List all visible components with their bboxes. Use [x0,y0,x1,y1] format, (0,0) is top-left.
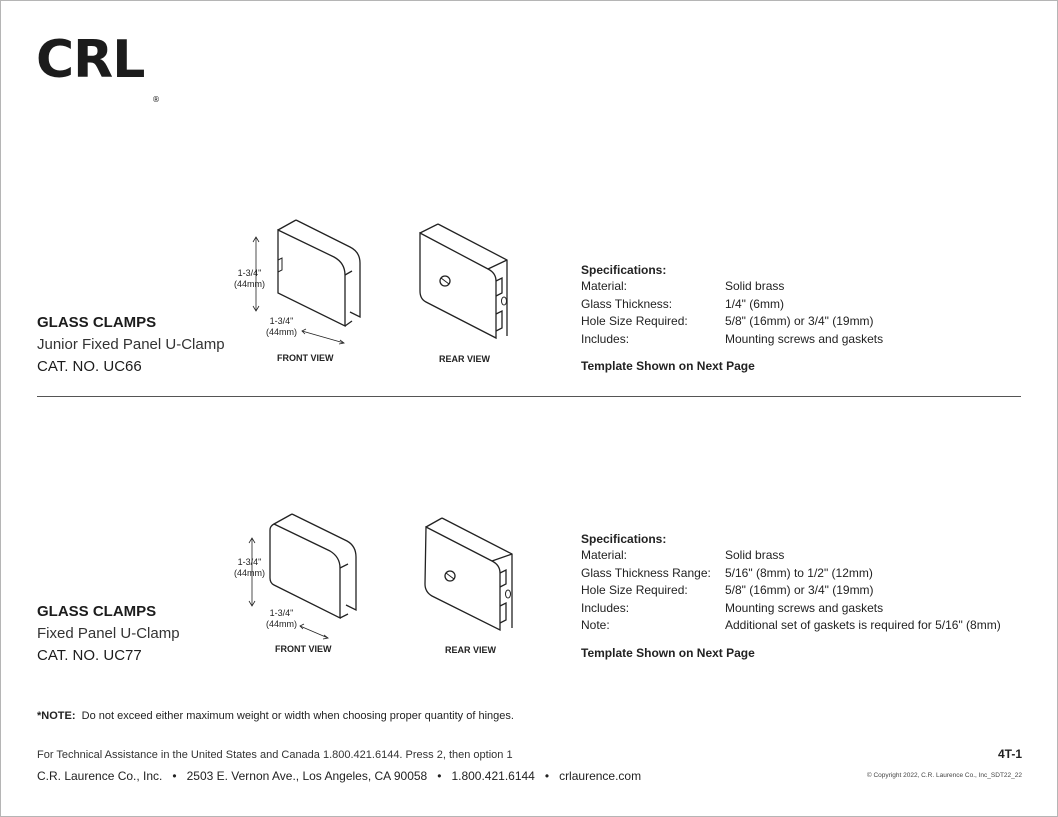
height-dimension-label: 1-3/4" (44mm) [234,268,265,289]
section-divider [37,396,1021,397]
template-note: Template Shown on Next Page [581,645,755,660]
registered-mark: ® [152,95,160,104]
width-dimension-label: 1-3/4" (44mm) [266,316,297,337]
catalog-number: CAT. NO. UC66 [37,358,142,375]
company-name: C.R. Laurence Co., Inc. [37,769,163,783]
rear-view-drawing [420,512,525,637]
note-label: *NOTE: [37,710,76,722]
spec-row: Glass Thickness: 1/4" (6mm) [581,296,784,311]
spec-row: Includes: Mounting screws and gaskets [581,331,884,346]
street-address: 2503 E. Vernon Ave., Los Angeles, CA 90058 [186,769,428,783]
front-view-label: FRONT VIEW [277,353,334,363]
specifications-heading: Specifications: [581,263,667,277]
note-text: Do not exceed either maximum weight or width when choosing proper quantity of hinges. [81,710,514,722]
separator: • [172,769,177,783]
rear-view-label: REAR VIEW [445,645,497,655]
front-view-label: FRONT VIEW [275,644,332,654]
company-address-line [37,769,641,783]
page-number: 4T-1 [997,747,1022,761]
weight-note [37,710,514,722]
spec-row: Material: Solid brass [581,279,785,293]
copyright-text: © Copyright 2022, C.R. Laurence Co., Inc_SDT22_22 [866,772,1022,779]
template-note: Template Shown on Next Page [581,359,755,373]
specifications-block [581,532,1001,660]
width-dimension-label: 1-3/4" (44mm) [266,608,297,629]
spec-row: Includes: Mounting screws and gaskets [581,600,884,615]
product-name: Fixed Panel U-Clamp [37,625,180,642]
spec-row: Note: Additional set of gaskets is required for 5/16" (8mm) [581,618,1001,632]
technical-assistance-text: For Technical Assistance in the United States and Canada 1.800.421.6144. Press 2, then option 1 [37,749,513,761]
spec-row: Hole Size Required: 5/8" (16mm) or 3/4" (19mm) [581,314,874,328]
crl-logo: CRL ® [36,30,144,90]
product-name: Junior Fixed Panel U-Clamp [37,336,225,353]
separator: • [544,769,550,783]
spec-row: Material: Solid brass [581,548,785,562]
height-dimension-label: 1-3/4" (44mm) [234,557,265,578]
separator: • [437,769,442,783]
catalog-number: CAT. NO. UC77 [37,647,142,664]
rear-view-drawing [412,218,522,343]
product-category: GLASS CLAMPS [37,603,157,620]
product-category: GLASS CLAMPS [37,314,157,331]
spec-row: Glass Thickness Range: 5/16" (8mm) to 1/2" (12mm) [581,565,873,580]
website-link[interactable]: crlaurence.com [559,769,642,783]
specifications-heading: Specifications: [581,532,667,546]
rear-view-label: REAR VIEW [439,354,491,364]
specifications-block [581,263,884,373]
spec-row: Hole Size Required: 5/8" (16mm) or 3/4" (19mm) [581,583,874,597]
phone-number: 1.800.421.6144 [451,769,535,783]
